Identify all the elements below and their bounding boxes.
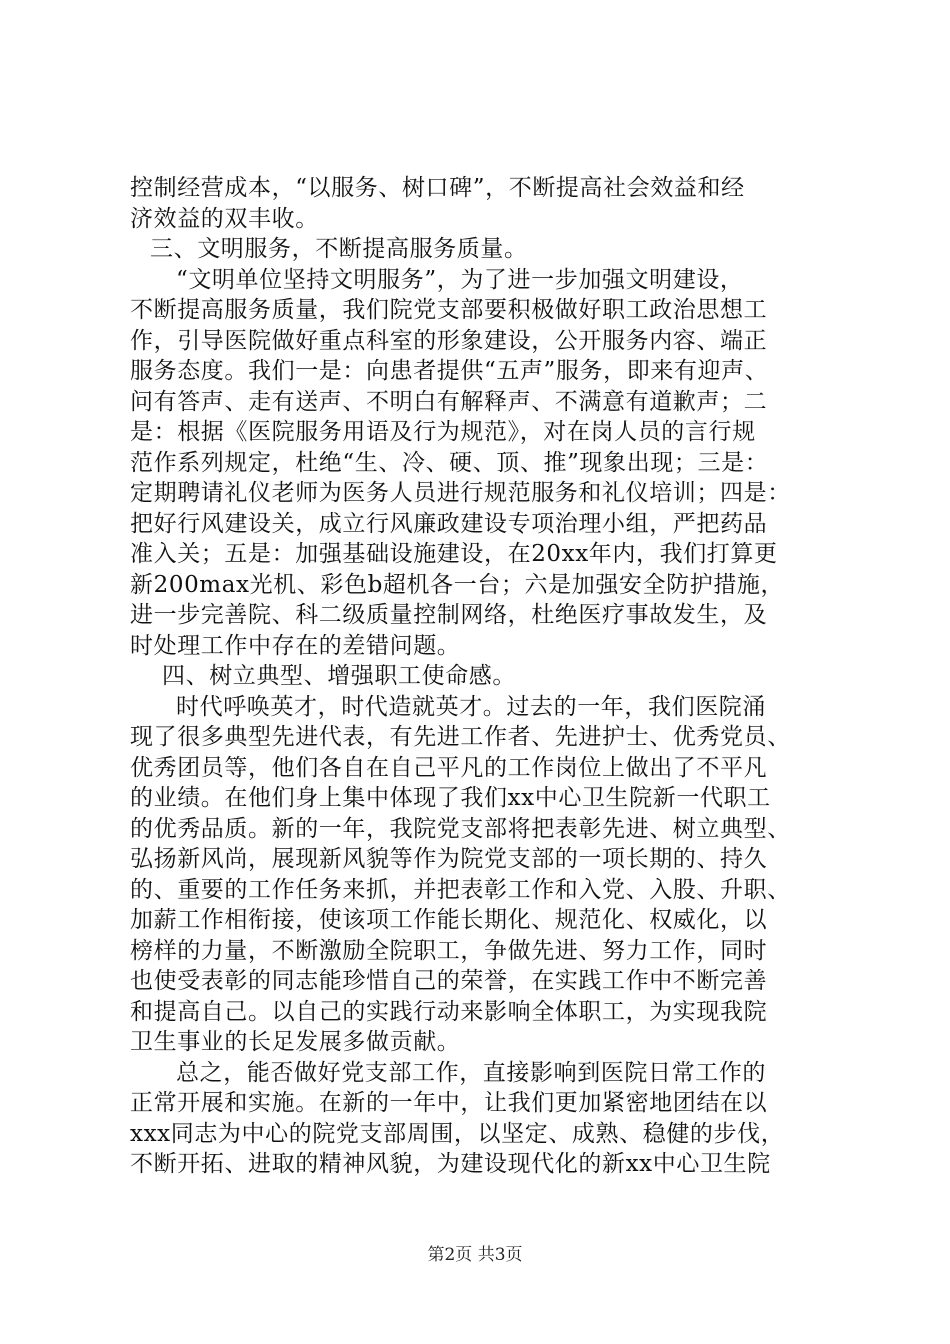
text-line: 不断提高服务质量，我们院党支部要积极做好职工政治思想工 bbox=[130, 297, 768, 323]
text-line: 弘扬新风尚，展现新风貌等作为院党支部的一项长期的、持久 bbox=[130, 846, 768, 872]
text-line: 正常开展和实施。在新的一年中，让我们更加紧密地团结在以 bbox=[130, 1090, 768, 1116]
section-heading: 三、文明服务，不断提高服务质量。 bbox=[150, 236, 528, 262]
text-line: 的业绩。在他们身上集中体现了我们xx中心卫生院新一代职工 bbox=[130, 785, 771, 811]
text-line: 不断开拓、进取的精神风貌，为建设现代化的新xx中心卫生院 bbox=[130, 1151, 771, 1177]
text-line: xxx同志为中心的院党支部周围，以坚定、成熟、稳健的步伐， bbox=[130, 1120, 785, 1147]
text-line: 把好行风建设关，成立行风廉政建设专项治理小组，严把药品 bbox=[130, 510, 768, 537]
section-heading: 四、树立典型、增强职工使命感。 bbox=[162, 663, 516, 689]
text-line: 的、重要的工作任务来抓，并把表彰工作和入党、入股、升职、 bbox=[130, 876, 791, 903]
text-line: 和提高自己。以自己的实践行动来影响全体职工，为实现我院 bbox=[130, 998, 768, 1025]
text-line: 榜样的力量，不断激励全院职工，争做先进、努力工作，同时 bbox=[130, 937, 768, 964]
document-body bbox=[130, 173, 830, 1180]
text-line: 新200max光机、彩色b超机各一台；六是加强安全防护措施， bbox=[130, 571, 785, 598]
text-line: 时代呼唤英才，时代造就英才。过去的一年，我们医院涌 bbox=[176, 693, 766, 720]
text-line: 进一步完善院、科二级质量控制网络，杜绝医疗事故发生，及 bbox=[130, 602, 768, 628]
text-line: “文明单位坚持文明服务”，为了进一步加强文明建设， bbox=[176, 266, 744, 293]
text-line: 控制经营成本，“以服务、树口碑”，不断提高社会效益和经 bbox=[130, 175, 745, 201]
text-line: 总之，能否做好党支部工作，直接影响到医院日常工作的 bbox=[176, 1059, 766, 1086]
text-line: 现了很多典型先进代表，有先进工作者、先进护士、优秀党员、 bbox=[130, 724, 791, 750]
text-line: 作，引导医院做好重点科室的形象建设，公开服务内容、端正 bbox=[130, 327, 768, 354]
text-line: 卫生事业的长足发展多做贡献。 bbox=[130, 1029, 461, 1055]
text-line: 问有答声、走有送声、不明白有解释声、不满意有道歉声；二 bbox=[130, 388, 768, 415]
text-line: 也使受表彰的同志能珍惜自己的荣誉，在实践工作中不断完善 bbox=[130, 968, 768, 994]
text-line: 服务态度。我们一是：向患者提供“五声”服务，即来有迎声、 bbox=[130, 358, 769, 384]
text-line: 准入关；五是：加强基础设施建设，在20xx年内，我们打算更 bbox=[130, 541, 778, 567]
text-line: 时处理工作中存在的差错问题。 bbox=[130, 632, 461, 659]
text-line: 定期聘请礼仪老师为医务人员进行规范服务和礼仪培训；四是： bbox=[130, 480, 791, 506]
text-line: 优秀团员等，他们各自在自己平凡的工作岗位上做出了不平凡 bbox=[130, 754, 768, 781]
page-number-footer: 第2页 共3页 bbox=[427, 1245, 523, 1265]
text-line: 加薪工作相衔接，使该项工作能长期化、规范化、权威化，以 bbox=[130, 907, 768, 933]
text-line: 济效益的双丰收。 bbox=[130, 205, 319, 232]
text-line: 范作系列规定，杜绝“生、冷、硬、顶、推”现象出现；三是： bbox=[130, 449, 769, 476]
text-line: 是：根据《医院服务用语及行为规范》，对在岗人员的言行规 bbox=[130, 419, 756, 445]
text-line: 的优秀品质。新的一年，我院党支部将把表彰先进、树立典型、 bbox=[130, 815, 791, 842]
